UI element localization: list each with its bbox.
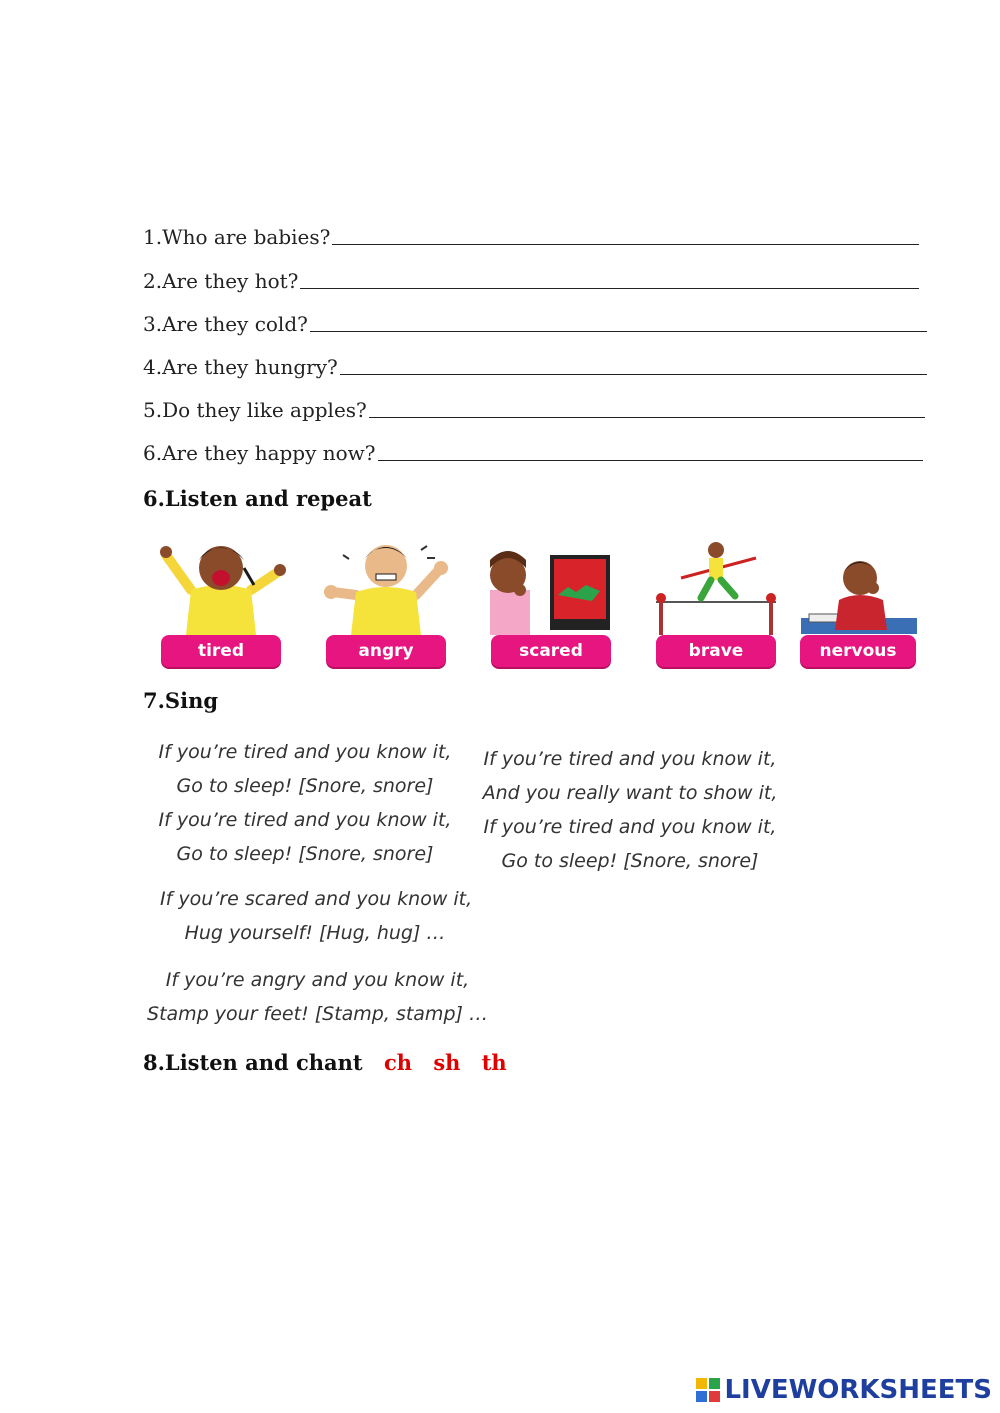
question-6 (143, 441, 923, 465)
word-card-nervous (795, 530, 921, 670)
word-card-angry (321, 530, 451, 670)
sound-sh: sh (433, 1050, 461, 1075)
lyrics-verse-2 (160, 882, 473, 950)
word-label: tired (161, 635, 281, 667)
section-6-title: 6.Listen and repeat (143, 486, 372, 511)
lyric-line: If you’re tired and you know it, (158, 741, 452, 763)
question-text: 4.Are they hungry? (143, 355, 338, 379)
question-text: 3.Are they cold? (143, 312, 308, 336)
word-label: scared (491, 635, 611, 667)
answer-line[interactable] (310, 331, 927, 332)
word-card-brave (651, 530, 781, 670)
answer-line[interactable] (378, 460, 923, 461)
section-8-title-text: 8.Listen and chant (143, 1050, 363, 1075)
lyric-line: If you’re tired and you know it, (483, 748, 777, 770)
answer-line[interactable] (332, 244, 919, 245)
question-text: 1.Who are babies? (143, 225, 331, 249)
lyric-line: Go to sleep! [Snore, snore] (176, 843, 434, 865)
lyric-line: Stamp your feet! [Stamp, stamp] … (147, 1003, 488, 1025)
word-card-scared (486, 530, 616, 670)
lyric-line: Go to sleep! [Snore, snore] (176, 775, 434, 797)
lyric-line: And you really want to show it, (482, 782, 778, 804)
word-label: brave (656, 635, 776, 667)
brand-name: LIVEWORKSHEETS (724, 1375, 992, 1405)
lyric-line: If you’re scared and you know it, (160, 888, 473, 910)
lyric-line: Go to sleep! [Snore, snore] (501, 850, 759, 872)
lyrics-verse-1 (150, 735, 460, 871)
question-4 (143, 355, 927, 379)
question-5 (143, 398, 925, 422)
word-label: nervous (800, 635, 916, 667)
lyrics-verse-4 (480, 742, 780, 878)
nervous-child-illustration (795, 530, 921, 640)
lyrics-verse-3 (145, 963, 490, 1031)
question-2 (143, 269, 919, 293)
question-text: 5.Do they like apples? (143, 398, 367, 422)
lyric-line: If you’re tired and you know it, (483, 816, 777, 838)
word-label: angry (326, 635, 446, 667)
question-3 (143, 312, 927, 336)
word-card-tired (156, 530, 286, 670)
lyric-line: If you’re tired and you know it, (158, 809, 452, 831)
scared-child-illustration (486, 530, 616, 640)
liveworksheets-icon (696, 1378, 720, 1402)
question-text: 2.Are they hot? (143, 269, 299, 293)
answer-line[interactable] (340, 374, 927, 375)
section-8-title (143, 1050, 507, 1075)
section-7-title: 7.Sing (143, 688, 219, 713)
tired-child-illustration (156, 530, 286, 640)
angry-child-illustration (321, 530, 451, 640)
answer-line[interactable] (369, 417, 925, 418)
answer-line[interactable] (300, 288, 919, 289)
lyric-line: Hug yourself! [Hug, hug] … (184, 922, 446, 944)
lyric-line: If you’re angry and you know it, (165, 969, 470, 991)
sound-th: th (481, 1050, 507, 1075)
brave-child-illustration (651, 530, 781, 640)
question-text: 6.Are they happy now? (143, 441, 376, 465)
brand-logo[interactable] (696, 1375, 992, 1405)
question-1 (143, 225, 919, 249)
sound-ch: ch (383, 1050, 413, 1075)
